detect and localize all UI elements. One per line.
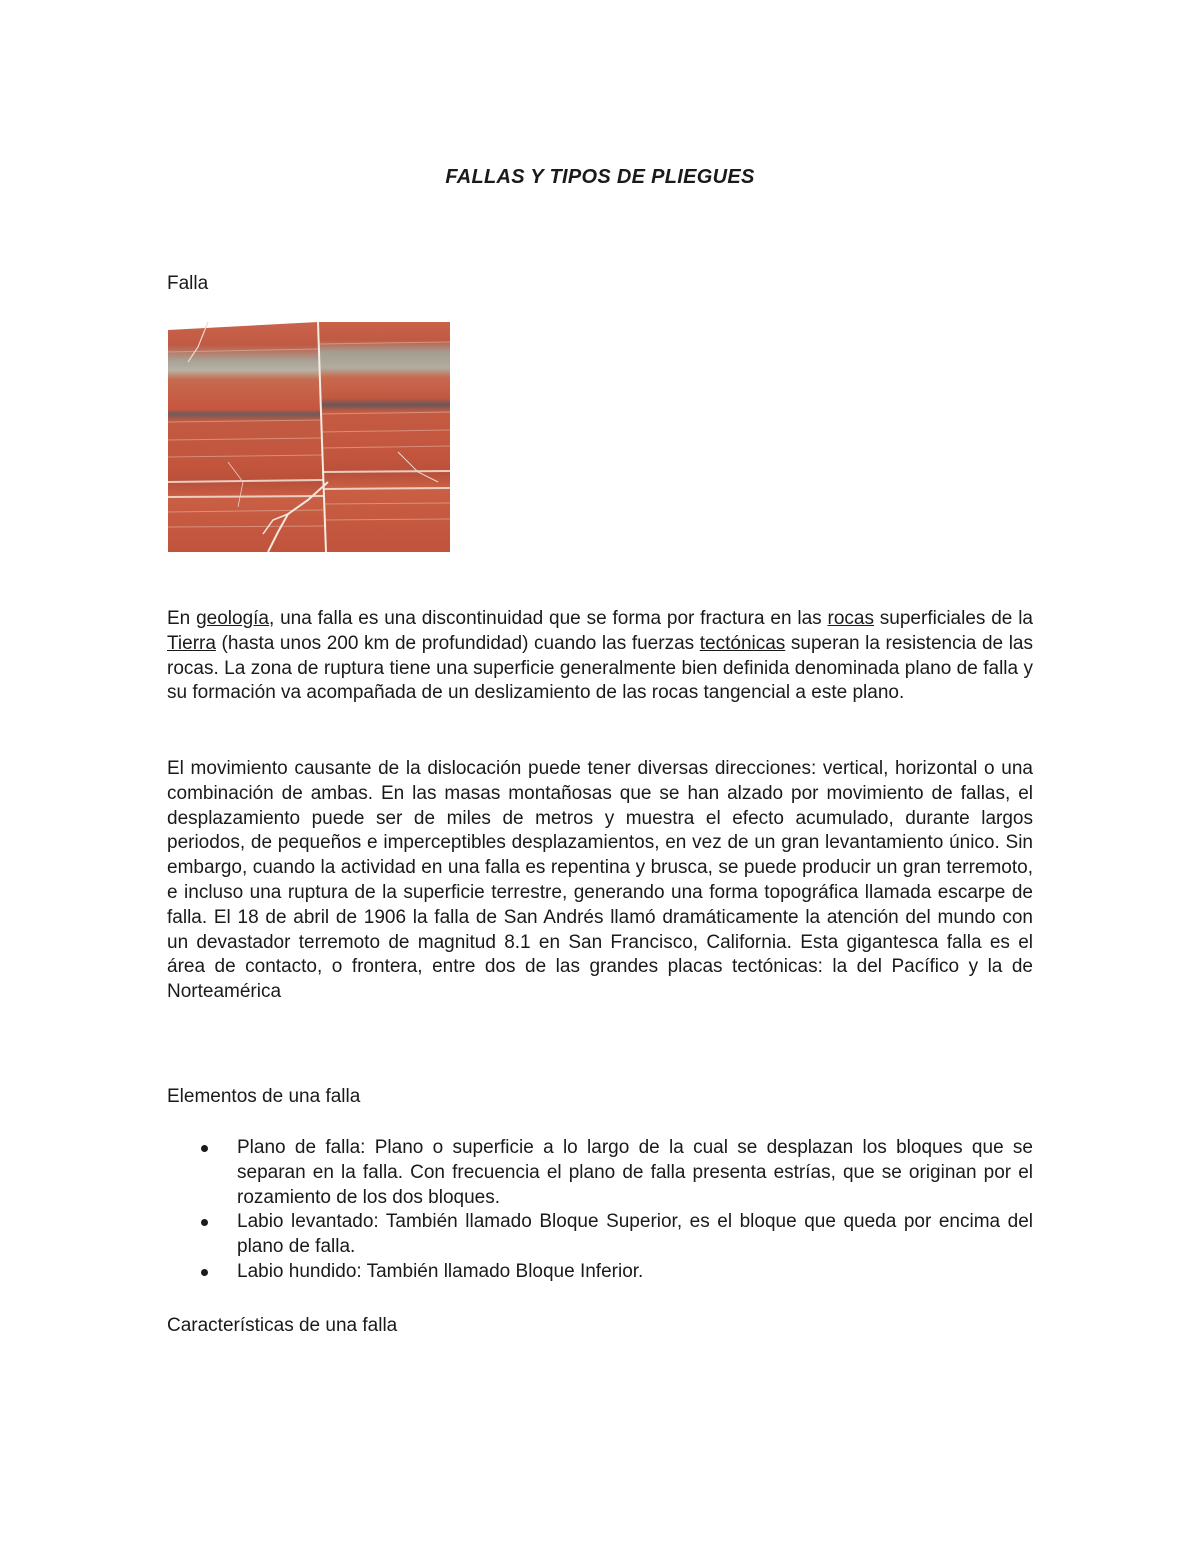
link-geologia[interactable]: geología [196, 608, 269, 629]
paragraph-text: (hasta unos 200 km de profundidad) cuando las fuerzas [215, 632, 700, 654]
paragraph-falla-definicion [167, 607, 1033, 706]
bullet-icon [201, 1145, 208, 1152]
section-heading-elementos: Elementos de una falla [167, 1086, 361, 1107]
section-heading-caracteristicas: Características de una falla [167, 1315, 398, 1336]
list-item [167, 1210, 1033, 1260]
list-item [167, 1136, 1033, 1210]
paragraph-text: superficiales de la [873, 608, 1033, 629]
bullet-icon [201, 1269, 208, 1276]
list-item-text: Labio hundido: También llamado Bloque Inferior. [237, 1260, 644, 1282]
link-tierra[interactable]: Tierra [167, 632, 216, 654]
rock-fault-photo [168, 322, 450, 552]
link-tectonicas[interactable]: tectónicas [699, 632, 786, 654]
list-item-text: Plano de falla: Plano o superficie a lo largo de la cual se desplazan los bloques que se separan en la falla. Con frecuencia el plano de falla presenta estrías, que se originan por el rozamiento de los dos bloques. [237, 1137, 1033, 1208]
bullet-icon [201, 1219, 208, 1226]
list-item-text: Labio levantado: También llamado Bloque Superior, es el bloque que queda por encima del plano de falla. [237, 1211, 1033, 1258]
paragraph-text: , una falla es una discontinuidad que se forma por fractura en las [268, 608, 828, 629]
list-item [167, 1260, 1033, 1285]
paragraph-movimiento: El movimiento causante de la dislocación puede tener diversas direcciones: vertical, horizontal o una combinación de ambas. En las masas montañosas que se han alzado por movimiento de fallas, el desplazamiento puede ser de miles de metros y muestra el efecto acumulado, durante largos periodos, de pequeños e imperceptibles desplazamientos, en vez de un gran levantamiento único. Sin embargo, cuando la actividad en una falla es repentina y brusca, se puede producir un gran terremoto, e incluso una ruptura de la superficie terrestre, generando una forma topográfica llamada escarpe de falla. El 18 de abril de 1906 la falla de San Andrés llamó dramáticamente la atención del mundo con un devastador terremoto de magnitud 8.1 en San Francisco, California. Esta gigantesca falla es el área de contacto, o frontera, entre dos de las grandes placas tectónicas: la del Pacífico y la de Norteamérica [167, 758, 1033, 1003]
link-rocas[interactable]: rocas [827, 608, 874, 629]
paragraph-text: En [167, 608, 197, 629]
section-heading-falla: Falla [167, 273, 209, 294]
paragraph-text: superan la resistencia de las rocas. La zona de ruptura tiene una superficie generalmente bien definida denominada plano de falla y su formación va acompañada de un deslizamiento de las rocas tangencial a este plano. [167, 632, 1033, 704]
document-title: FALLAS Y TIPOS DE PLIEGUES [445, 166, 755, 188]
elementos-list [167, 1136, 1033, 1285]
